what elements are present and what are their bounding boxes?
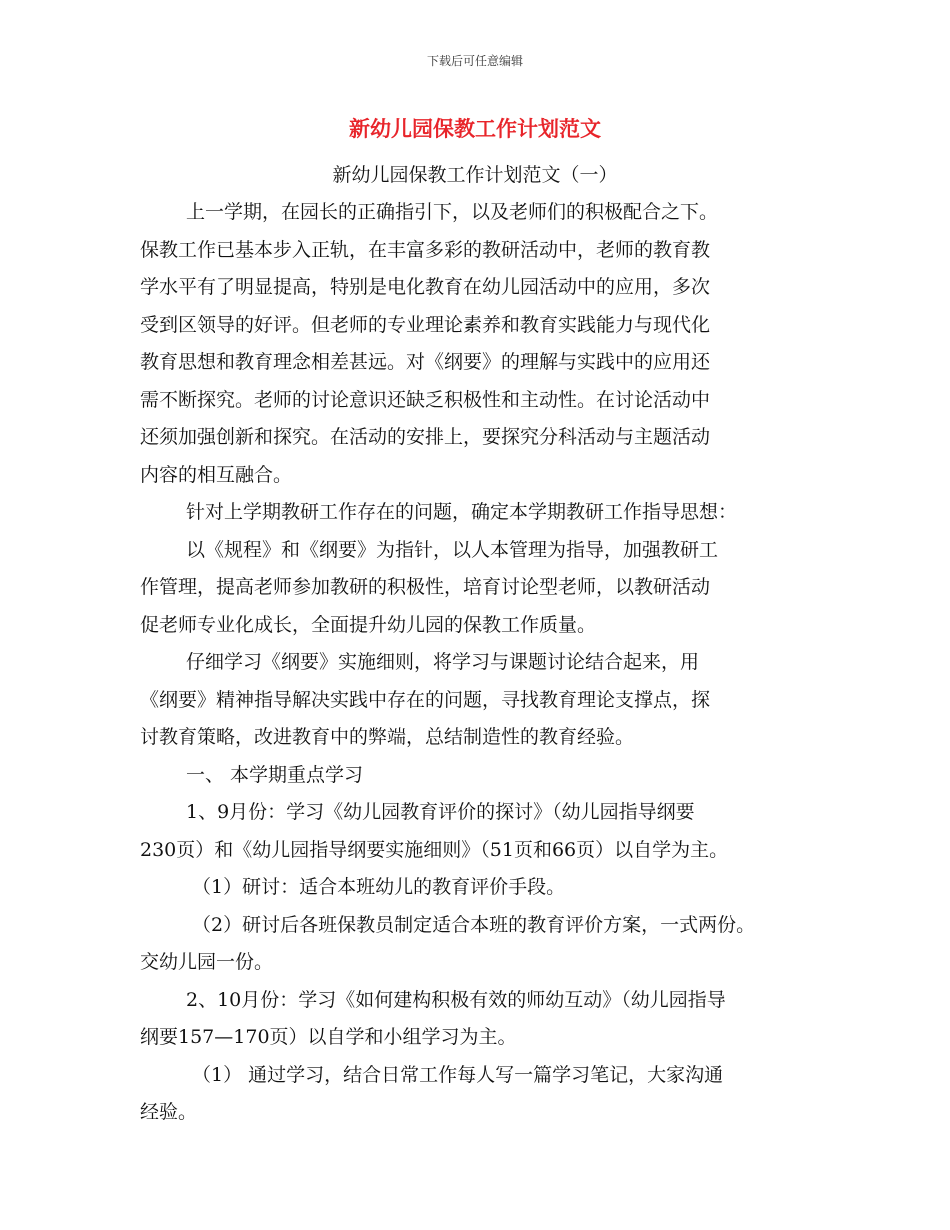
body-line: 上一学期，在园长的正确指引下，以及老师们的积极配合之下。	[186, 201, 719, 223]
body-line: 内容的相互融合。	[140, 463, 293, 486]
body-line: 需不断探究。老师的讨论意识还缺乏积极性和主动性。在讨论活动中	[140, 388, 711, 411]
page-header-note: 下载后可任意编辑	[426, 54, 523, 68]
body-line: （1） 通过学习，结合日常工作每人写一篇学习笔记，大家沟通	[192, 1063, 724, 1086]
body-line: 2、10月份：学习《如何建构积极有效的师幼互动》（幼儿园指导	[186, 988, 726, 1011]
body-line: 230页）和《幼儿园指导纲要实施细则》（51页和66页）以自学为主。	[140, 838, 729, 861]
body-line: 作管理，提高老师参加教研的积极性，培育讨论型老师，以教研活动	[140, 576, 711, 598]
body-line: 仔细学习《纲要》实施细则，将学习与课题讨论结合起来，用	[186, 651, 700, 673]
body-line: 促老师专业化成长，全面提升幼儿园的保教工作质量。	[140, 613, 597, 636]
body-line: （2）研讨后各班保教员制定适合本班的教育评价方案，一式两份。	[192, 913, 756, 936]
body-line: 受到区领导的好评。但老师的专业理论素养和教育实践能力与现代化	[140, 313, 711, 336]
body-line: 还须加强创新和探究。在活动的安排上，要探究分科活动与主题活动	[140, 426, 711, 448]
body-line: 纲要157—170页）以自学和小组学习为主。	[140, 1026, 517, 1048]
document-body	[140, 194, 830, 1132]
body-line: 讨教育策略，改进教育中的弊端，总结制造性的教育经验。	[140, 726, 635, 748]
body-line: 以《规程》和《纲要》为指针，以人本管理为指导，加强教研工	[186, 538, 719, 561]
body-line: 《纲要》精神指导解决实践中存在的问题，寻找教育理论支撑点，探	[140, 688, 711, 711]
body-line: 保教工作已基本步入正轨，在丰富多彩的教研活动中，老师的教育教	[140, 238, 711, 261]
body-line: 教育思想和教育理念相差甚远。对《纲要》的理解与实践中的应用还	[140, 351, 711, 373]
body-line: 学水平有了明显提高，特别是电化教育在幼儿园活动中的应用，多次	[140, 276, 711, 298]
body-line: 经验。	[140, 1101, 198, 1123]
document-subtitle: 新幼儿园保教工作计划范文（一）	[332, 164, 618, 186]
body-line: 1、9月份：学习《幼儿园教育评价的探讨》（幼儿园指导纲要	[186, 801, 695, 823]
document-title: 新幼儿园保教工作计划范文	[349, 116, 601, 141]
body-line: 交幼儿园一份。	[140, 951, 274, 973]
body-line: 针对上学期教研工作存在的问题，确定本学期教研工作指导思想：	[186, 501, 738, 523]
body-line: （1）研讨：适合本班幼儿的教育评价手段。	[192, 876, 566, 898]
section-heading: 一、 本学期重点学习	[186, 763, 364, 786]
